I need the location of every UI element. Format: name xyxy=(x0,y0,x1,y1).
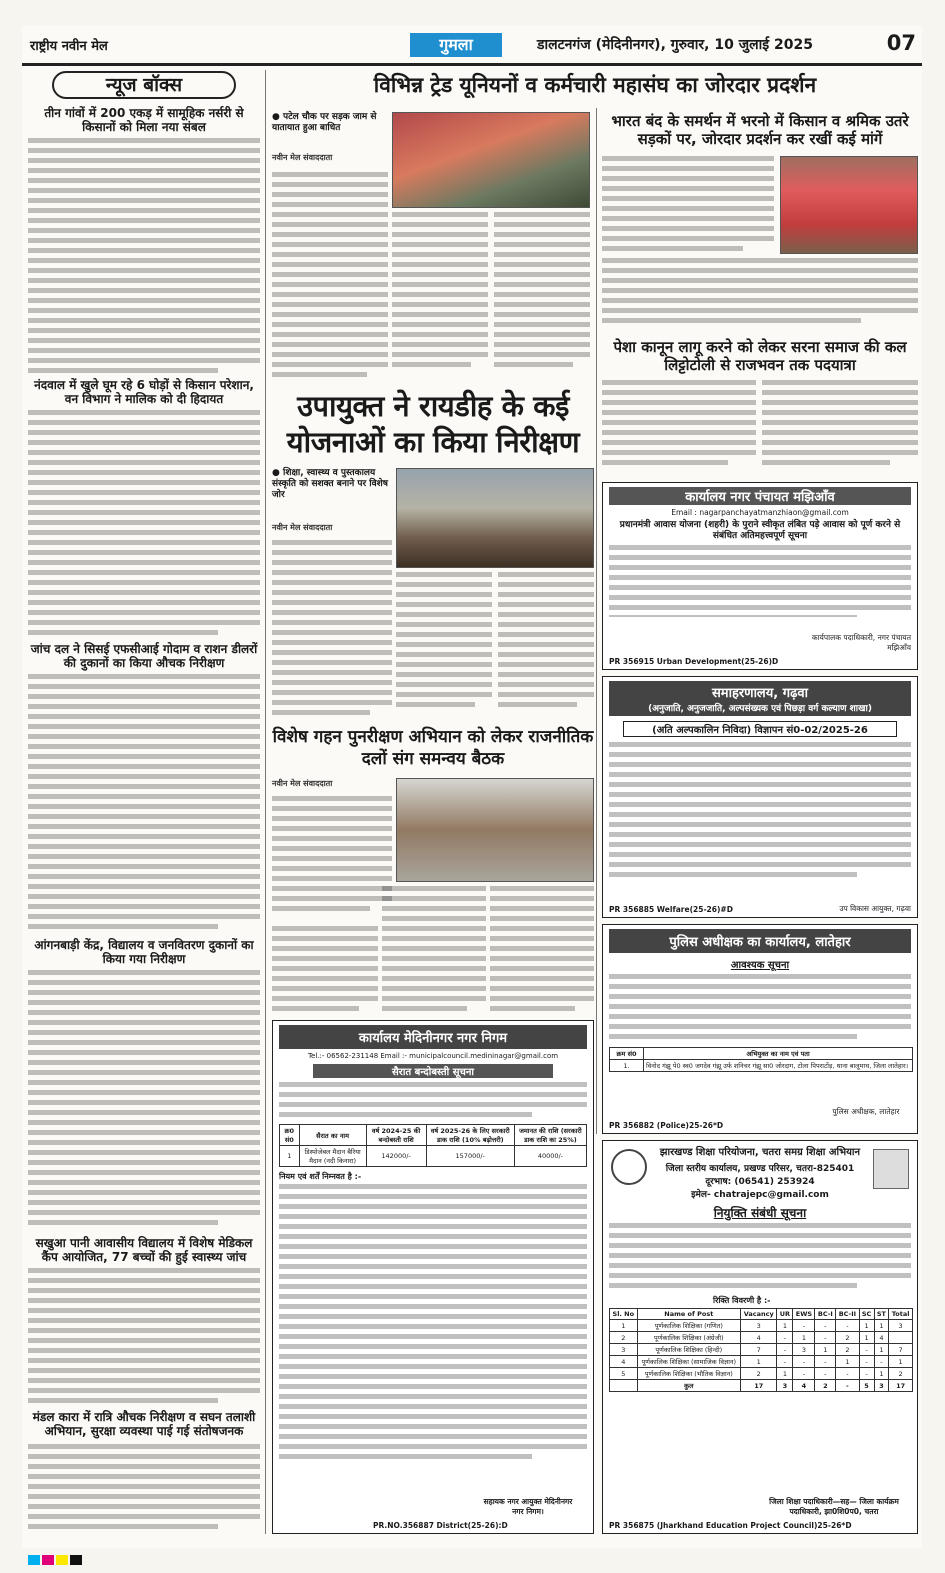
table-cell xyxy=(889,1332,913,1344)
table-cell: 4 xyxy=(793,1380,815,1392)
garhwa-title-band xyxy=(609,681,911,716)
news-box-body-3 xyxy=(28,674,260,936)
table-cell: पूर्णकालिक शिक्षिका (गणित) xyxy=(637,1320,740,1332)
revision-body-2 xyxy=(272,926,378,1016)
jepc-table-header xyxy=(610,1309,913,1320)
medininagar-cell-3: 157000/- xyxy=(426,1146,514,1167)
protest-photo xyxy=(392,112,590,208)
medininagar-col-3: वर्ष 2025-26 के लिए सरकारी डाक राशि (10% बढ़ोत्तरी) xyxy=(426,1125,514,1146)
table-cell: 3 xyxy=(741,1320,777,1332)
table-cell: - xyxy=(836,1380,859,1392)
jepc-notice: नियुक्ति संबंधी सूचना xyxy=(713,1206,807,1220)
medininagar-cell-1: डिस्पोजेबल मैदान बैरिया मैदान (नदी किनारा) xyxy=(299,1146,366,1167)
revision-headline: विशेष गहन पुनरीक्षण अभियान को लेकर राजनीतिक दलों संग समन्वय बैठक xyxy=(272,727,594,769)
nagar-panchayat-subtitle: प्रधानमंत्री आवास योजना (शहरी) के पुराने स्वीकृत लंबित पड़े आवास को पूर्ण करने से संबंधित अतिमहत्त्वपूर्ण सूचना xyxy=(619,520,901,541)
table-cell: - xyxy=(874,1356,889,1368)
medininagar-contact: Tel.:- 06562-231148 Email :- municipalcouncil.medininagar@gmail.com xyxy=(307,1052,559,1060)
police-col-name: अभियुक्त का नाम एवं पता xyxy=(644,1048,913,1060)
jepc-vacancy-table xyxy=(609,1308,913,1392)
raidih-headline: उपायुक्त ने रायडीह के कई योजनाओं का किया निरीक्षण xyxy=(286,389,580,459)
table-cell: 2 xyxy=(815,1380,836,1392)
table-cell: 17 xyxy=(889,1380,913,1392)
column-rule xyxy=(596,108,597,1134)
jepc-pr: PR 356875 (Jharkhand Education Project Council)25-26*D xyxy=(609,1521,852,1530)
yellow-swatch xyxy=(56,1555,68,1565)
table-cell: 7 xyxy=(889,1344,913,1356)
table-cell: - xyxy=(836,1320,859,1332)
table-cell: 4 xyxy=(741,1332,777,1344)
jepc-logo-icon xyxy=(611,1149,647,1185)
registration-bar xyxy=(28,1550,84,1562)
revision-body-4 xyxy=(490,886,594,1016)
table-cell: - xyxy=(815,1332,836,1344)
news-box-body-2 xyxy=(28,410,260,638)
table-cell: 1 xyxy=(874,1344,889,1356)
jepc-vacancy-caption: रिक्ति विवरणी है :- xyxy=(713,1296,771,1305)
pesa-headline: पेशा कानून लागू करने को लेकर सरना समाज की कल लिट्टोटोली से राजभवन तक पदयात्रा xyxy=(613,338,907,374)
table-cell: 5 xyxy=(610,1368,638,1380)
police-signatory: पुलिस अधीक्षक, लातेहार xyxy=(832,1107,900,1116)
table-row xyxy=(610,1344,913,1356)
jepc-col-bc2: BC-II xyxy=(836,1309,859,1320)
table-cell: 2 xyxy=(889,1368,913,1380)
medininagar-col-0: क्र0 सं0 xyxy=(280,1125,300,1146)
jepc-signatory: जिला शिक्षा पदाधिकारी—सह— जिला कार्यक्रम पदाधिकारी, झा0शि0प0, चतरा xyxy=(769,1497,899,1516)
medininagar-col-2: वर्ष 2024-25 की बन्दोबस्ती राशि xyxy=(366,1125,426,1146)
news-box-headline-4: आंगनबाड़ी केंद्र, विद्यालय व जनवितरण दुकानों का किया गया निरीक्षण xyxy=(34,938,254,966)
revision-byline: नवीन मेल संवाददाता xyxy=(272,779,333,788)
paper-name: राष्ट्रीय नवीन मेल xyxy=(30,39,108,54)
jepc-col-sc: SC xyxy=(859,1309,874,1320)
table-cell: 17 xyxy=(741,1380,777,1392)
medininagar-cell-0: 1 xyxy=(280,1146,300,1167)
garhwa-notice: (अति अल्पकालिन निविदा) विज्ञापन सं0-02/2025-26 xyxy=(623,721,897,737)
raidih-highlight-text: शिक्षा, स्वास्थ्य व पुस्तकालय संस्कृति को सशक्त बनाने पर विशेष जोर xyxy=(272,468,388,500)
jepc-phone: दूरभाष: (06541) 253924 xyxy=(705,1177,815,1187)
raidih-photo xyxy=(396,468,594,568)
cyan-swatch xyxy=(28,1555,40,1565)
table-cell: 1 xyxy=(889,1356,913,1368)
section-tag: गुमला xyxy=(410,33,502,57)
table-cell: 1 xyxy=(815,1344,836,1356)
table-cell: 2 xyxy=(836,1332,859,1344)
police-col-sn: क्रम सं0 xyxy=(610,1048,644,1060)
news-box-body-6 xyxy=(28,1444,260,1536)
medininagar-terms xyxy=(279,1184,587,1484)
table-cell: - xyxy=(777,1344,793,1356)
nagar-panchayat-ad xyxy=(602,482,918,670)
jepc-email: इमेल- chatrajepc@gmail.com xyxy=(691,1190,829,1200)
table-row xyxy=(610,1060,913,1072)
nagar-panchayat-title: कार्यालय नगर पंचायत मझिआँव xyxy=(609,487,911,505)
jepc-body xyxy=(609,1223,911,1293)
pesa-body-1 xyxy=(602,380,756,476)
table-cell: - xyxy=(859,1344,874,1356)
table-cell: 4 xyxy=(874,1332,889,1344)
medininagar-signatory: सहायक नगर आयुक्त मेदिनीनगर नगर निगम। xyxy=(483,1497,573,1516)
table-cell: 1 xyxy=(610,1320,638,1332)
table-cell: - xyxy=(815,1356,836,1368)
table-cell: 3 xyxy=(610,1344,638,1356)
medininagar-title: कार्यालय मेदिनीनगर नगर निगम xyxy=(279,1025,587,1049)
dateline: डालटनगंज (मेदिनीनगर), गुरुवार, 10 जुलाई 2025 xyxy=(537,37,813,53)
table-cell: 1 xyxy=(741,1356,777,1368)
page-number: 07 xyxy=(886,31,916,55)
medininagar-cell-2: 142000/- xyxy=(366,1146,426,1167)
jepc-col-total: Total xyxy=(889,1309,913,1320)
news-box-body-5 xyxy=(28,1268,260,1408)
jharkhand-education-ad xyxy=(602,1140,918,1534)
table-cell: पूर्णकालिक शिक्षिका (सामाजिक विज्ञान) xyxy=(637,1356,740,1368)
garhwa-title: समाहरणालय, गढ़वा xyxy=(712,686,808,701)
table-cell: 2 xyxy=(836,1344,859,1356)
trade-union-byline: नवीन मेल संवाददाता xyxy=(272,153,333,162)
table-cell: 2 xyxy=(741,1368,777,1380)
nagar-panchayat-email: Email : nagarpanchayatmanzhiaon@gmail.com xyxy=(671,508,849,517)
table-cell: - xyxy=(859,1356,874,1368)
bharat-bandh-body-2 xyxy=(602,258,918,328)
news-box-headline-1: तीन गांवों में 200 एकड़ में सामूहिक नर्सरी से किसानों को मिला नया संबल xyxy=(44,106,244,134)
table-cell: - xyxy=(815,1368,836,1380)
bharat-bandh-headline: भारत बंद के समर्थन में भरनो में किसान व श्रमिक उतरे सड़कों पर, जोरदार प्रदर्शन कर रखीं कई मांगें xyxy=(611,112,909,148)
raidih-body-1 xyxy=(272,540,392,720)
medininagar-ad xyxy=(272,1020,594,1534)
medininagar-table-header xyxy=(280,1125,587,1146)
table-cell: - xyxy=(815,1320,836,1332)
jepc-col-st: ST xyxy=(874,1309,889,1320)
newspaper-page xyxy=(22,26,922,1548)
table-cell: - xyxy=(793,1356,815,1368)
news-box-headline-5: सखुआ पानी आवासीय विद्यालय में विशेष मेडिकल कैंप आयोजित, 77 बच्चों की हुई स्वास्थ्य जांच xyxy=(35,1236,253,1264)
jepc-col-ur: UR xyxy=(777,1309,793,1320)
medininagar-col-1: सैरात का नाम xyxy=(299,1125,366,1146)
garhwa-signatory: उप विकास आयुक्त, गढ़वा xyxy=(839,904,911,913)
medininagar-pr: PR.NO.356887 District(25-26):D xyxy=(373,1521,508,1530)
police-pr: PR 356882 (Police)25-26*D xyxy=(609,1121,724,1130)
table-cell: - xyxy=(793,1368,815,1380)
black-swatch xyxy=(70,1555,82,1565)
table-cell: - xyxy=(777,1332,793,1344)
emblem-icon xyxy=(873,1149,909,1189)
table-row xyxy=(610,1332,913,1344)
table-cell: 2 xyxy=(610,1332,638,1344)
table-row xyxy=(610,1320,913,1332)
medininagar-col-4: जमानत की राशि (सरकारी डाक राशि का 25%) xyxy=(514,1125,586,1146)
magenta-swatch xyxy=(42,1555,54,1565)
garhwa-ad xyxy=(602,676,918,918)
table-cell: 3 xyxy=(874,1380,889,1392)
medininagar-table xyxy=(279,1124,587,1167)
news-box-body-4 xyxy=(28,970,260,1232)
raidih-byline: नवीन मेल संवाददाता xyxy=(272,523,333,532)
table-row xyxy=(610,1380,913,1392)
police-notice: आवश्यक सूचना xyxy=(730,960,790,971)
table-cell: - xyxy=(859,1368,874,1380)
table-cell: - xyxy=(793,1320,815,1332)
trade-union-body-3 xyxy=(494,212,590,378)
table-cell: 3 xyxy=(793,1344,815,1356)
garhwa-body xyxy=(609,742,911,882)
bharat-bandh-photo xyxy=(780,156,918,254)
nagar-panchayat-signatory: कार्यपालक पदाधिकारी, नगर पंचायत मझिआँव xyxy=(811,633,911,652)
jepc-col-sl: Sl. No xyxy=(610,1309,638,1320)
bharat-bandh-body-1 xyxy=(602,156,774,256)
nagar-panchayat-pr: PR 356915 Urban Development(25-26)D xyxy=(609,657,779,666)
table-row xyxy=(610,1356,913,1368)
table-cell: 1 xyxy=(859,1332,874,1344)
table-cell: 1 xyxy=(874,1320,889,1332)
news-box-body-1 xyxy=(28,138,260,376)
trade-union-highlight: ● पटेल चौक पर सड़क जाम से यातायात हुआ बाधित xyxy=(272,112,377,133)
table-cell: 3 xyxy=(777,1380,793,1392)
revision-body-3 xyxy=(382,886,486,1016)
jepc-col-vacancy: Vacancy xyxy=(741,1309,777,1320)
police-title: पुलिस अधीक्षक का कार्यालय, लातेहार xyxy=(609,929,911,953)
police-ad xyxy=(602,924,918,1134)
revision-photo xyxy=(396,778,594,882)
table-cell: पूर्णकालिक शिक्षिका (अंग्रेजी) xyxy=(637,1332,740,1344)
garhwa-subtitle: (अनुजाति, अनुजजाति, अल्पसंख्यक एवं पिछड़ा वर्ग कल्याण शाखा) xyxy=(648,704,872,714)
raidih-body-2 xyxy=(396,572,492,720)
medininagar-terms-title: नियम एवं शर्तें निम्नवत है :- xyxy=(279,1172,362,1181)
table-cell: - xyxy=(836,1368,859,1380)
police-table-header xyxy=(610,1048,913,1060)
column-rule xyxy=(265,70,266,1534)
police-cell-name: विनोद गंझू पे0 स्व0 जगदेव गंझू उर्फ शनिचर गंझू सा0 जोरदाग, टोला पिपराटोंड़, थाना बालूमाथ, जिला लातेहार। xyxy=(644,1060,913,1072)
table-cell: 1 xyxy=(836,1356,859,1368)
table-row xyxy=(610,1368,913,1380)
garhwa-pr: PR 356885 Welfare(25-26)#D xyxy=(609,905,733,914)
raidih-body-3 xyxy=(498,572,594,720)
table-cell: पूर्णकालिक शिक्षिका (हिन्दी) xyxy=(637,1344,740,1356)
table-cell: कुल xyxy=(637,1380,740,1392)
nagar-panchayat-body xyxy=(609,545,911,617)
news-box-title: न्यूज बॉक्स xyxy=(52,71,236,99)
table-cell: 1 xyxy=(793,1332,815,1344)
table-cell: 7 xyxy=(741,1344,777,1356)
table-row xyxy=(280,1146,587,1167)
trade-union-headline: विभिन्न ट्रेड यूनियनों व कर्मचारी महासंघ का जोरदार प्रदर्शन xyxy=(373,73,817,97)
table-cell: 1 xyxy=(859,1320,874,1332)
table-cell: 5 xyxy=(859,1380,874,1392)
trade-union-body-1 xyxy=(272,172,388,378)
table-cell: - xyxy=(777,1356,793,1368)
table-cell: 1 xyxy=(874,1368,889,1380)
police-table xyxy=(609,1047,913,1072)
medininagar-cell-4: 40000/- xyxy=(514,1146,586,1167)
table-cell xyxy=(610,1380,638,1392)
jepc-col-post: Name of Post xyxy=(637,1309,740,1320)
jepc-title: झारखण्ड शिक्षा परियोजना, चतरा समग्र शिक्षा अभियान xyxy=(659,1147,861,1158)
news-box-headline-3: जांच दल ने सिसई एफसीआई गोदाम व राशन डीलरों की दुकानों का किया औचक निरीक्षण xyxy=(30,642,258,670)
table-cell: पूर्णकालिक शिक्षिका (भौतिक विज्ञान) xyxy=(637,1368,740,1380)
news-box-headline-6: मंडल कारा में रात्रि औचक निरीक्षण व सघन तलाशी अभियान, सुरक्षा व्यवस्था पाई गई संतोषजनक xyxy=(32,1410,256,1438)
table-cell: 1 xyxy=(777,1368,793,1380)
jepc-col-ews: EWS xyxy=(793,1309,815,1320)
raidih-highlight: ● शिक्षा, स्वास्थ्य व पुस्तकालय संस्कृति को सशक्त बनाने पर विशेष जोर xyxy=(272,468,388,500)
police-body xyxy=(609,974,911,1044)
trade-union-body-2 xyxy=(392,212,488,378)
table-cell: 1 xyxy=(777,1320,793,1332)
revision-body-1 xyxy=(272,796,392,922)
masthead-bar xyxy=(22,26,922,66)
jepc-office: जिला स्तरीय कार्यालय, प्रखण्ड परिसर, चतरा-825401 xyxy=(665,1164,855,1174)
police-cell-sn: 1. xyxy=(610,1060,644,1072)
jepc-col-bc1: BC-I xyxy=(815,1309,836,1320)
table-cell: 4 xyxy=(610,1356,638,1368)
medininagar-notice: सैरात बन्दोबस्ती सूचना xyxy=(313,1064,553,1078)
news-box-headline-2: नंदवाल में खुले घूम रहे 6 घोड़ों से किसान परेशान, वन विभाग ने मालिक को दी हिदायत xyxy=(34,378,254,406)
trade-union-highlight-text: पटेल चौक पर सड़क जाम से यातायात हुआ बाधित xyxy=(272,112,377,133)
pesa-body-2 xyxy=(762,380,918,476)
medininagar-intro xyxy=(279,1082,587,1122)
table-cell: 3 xyxy=(889,1320,913,1332)
